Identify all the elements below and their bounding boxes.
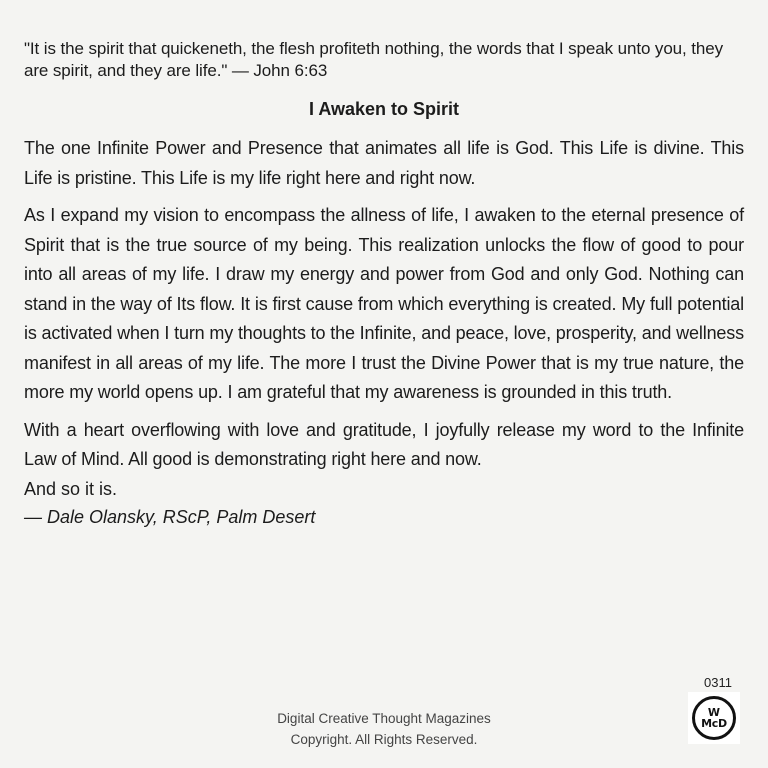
page-title: I Awaken to Spirit: [308, 99, 460, 119]
author-attribution: — Dale Olansky, RScP, Palm Desert: [24, 506, 316, 527]
footer: [0, 705, 768, 750]
closing-line: And so it is.: [24, 478, 118, 499]
logo-text-bottom: McD: [701, 716, 727, 730]
paragraph-3: With a heart overflowing with love and gratitude, I joyfully release my word to the Infinite Law of Mind. All good is demonstrating right here and now.: [24, 419, 744, 469]
footer-copyright: Copyright. All Rights Reserved.: [290, 732, 478, 747]
footer-publisher: Digital Creative Thought Magazines: [277, 711, 491, 726]
issue-code: 0311: [704, 675, 732, 690]
logo-circle-icon: [692, 696, 736, 740]
scripture-verse: "It is the spirit that quickeneth, the flesh profiteth nothing, the words that I speak unto you, they are spirit, and they are life." — John 6:63: [24, 39, 724, 80]
paragraph-2: As I expand my vision to encompass the allness of life, I awaken to the eternal presence of Spirit that is the true source of my being. This realization unlocks the flow of good to pour into all areas of my life. I draw my energy and power from God and only God. Nothing can stand in the way of Its flow. It is first cause from which everything is created. My full potential is activated when I turn my thoughts to the Infinite, and peace, love, prosperity, and wellness manifest in all areas of my life. The more I trust the Divine Power that is my true nature, the more my world opens up. I am grateful that my awareness is grounded in this truth.: [24, 205, 744, 402]
devotional-content: [24, 38, 744, 531]
wmcd-logo: [688, 692, 740, 744]
logo-text-top: W: [707, 705, 721, 719]
paragraph-1: The one Infinite Power and Presence that animates all life is God. This Life is divine. This Life is pristine. This Life is my life right here and right now.: [24, 138, 744, 188]
